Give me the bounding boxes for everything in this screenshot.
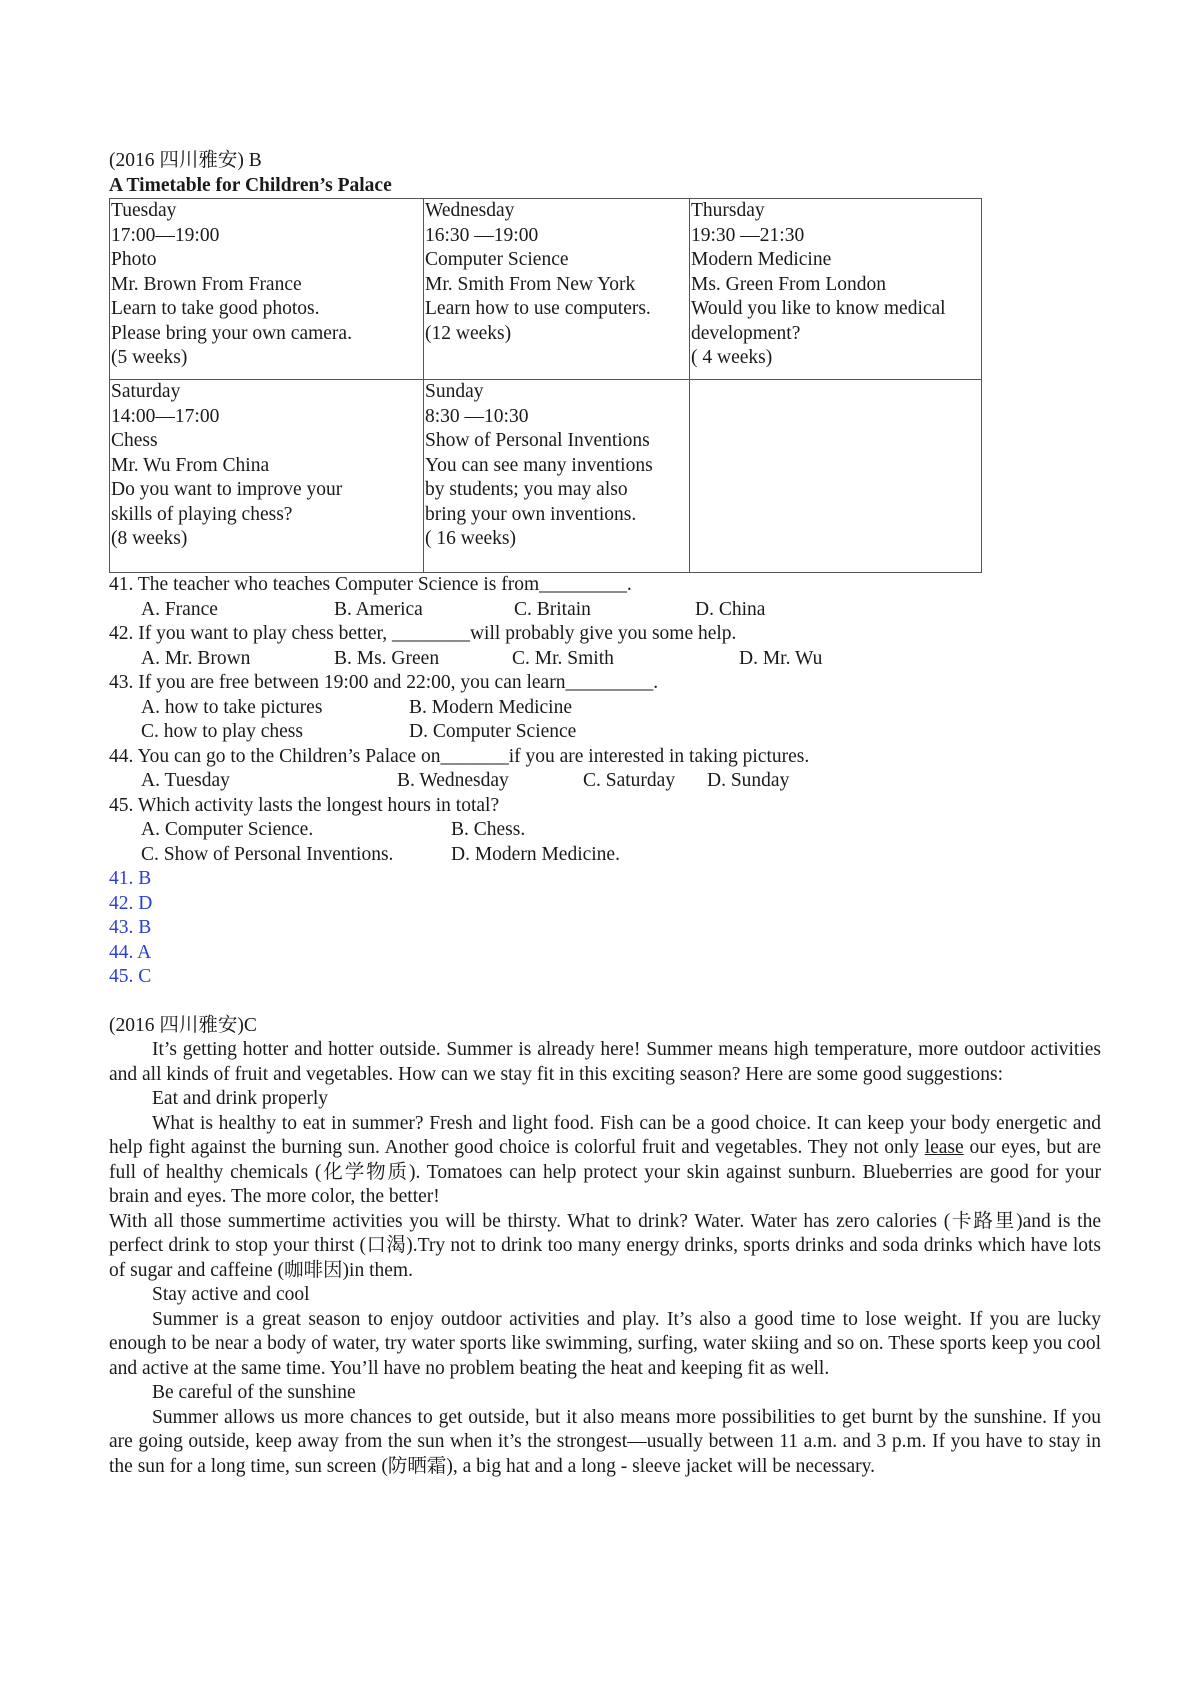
- cell-desc: by students; you may also: [425, 479, 628, 500]
- cell-teacher: Mr. Brown From France: [111, 273, 302, 295]
- cell-course: Chess: [111, 430, 158, 451]
- question-45-options-1: [109, 818, 1101, 843]
- timetable-title: A Timetable for Children’s Palace: [109, 174, 392, 196]
- cell-desc: Do you want to improve your: [111, 479, 343, 500]
- cell-time: 17:00—19:00: [111, 224, 220, 246]
- document-page: [109, 149, 1101, 1479]
- timetable-cell-saturday: [110, 380, 424, 573]
- passage-heading-sunshine: Be careful of the sunshine: [152, 1382, 356, 1403]
- option-d: D. Sunday: [707, 770, 790, 791]
- passage-heading-active: Stay active and cool: [152, 1284, 310, 1305]
- cell-day: Saturday: [111, 381, 181, 402]
- option-c: C. Saturday: [583, 770, 676, 791]
- cell-time: 14:00—17:00: [111, 405, 220, 427]
- passage-intro: It’s getting hotter and hotter outside. Summer is already here! Summer means high temperature, more outdoor activities and all kinds of fruit and vegetables. How can we stay fit in this exciting season? Here are some good suggestions:: [109, 1039, 1101, 1085]
- timetable-cell-wednesday: [424, 199, 690, 380]
- question-43: 43. If you are free between 19:00 and 22:00, you can learn_________.: [109, 672, 659, 693]
- paragraph-text: our eyes, but are full of healthy chemicals (化学物质). Tomatoes can help protect your skin against sunburn. Blueberries are good for your brain and eyes. The more color, the better!: [109, 1137, 1101, 1207]
- option-d: D. China: [695, 598, 766, 620]
- cell-day: Wednesday: [425, 200, 515, 221]
- question-43-options-2: [109, 720, 1101, 745]
- timetable: [109, 198, 982, 573]
- underlined-word: lease: [924, 1137, 964, 1158]
- option-b: B. America: [334, 598, 423, 620]
- option-c: C. Britain: [514, 598, 591, 620]
- cell-course: Show of Personal Inventions: [425, 430, 650, 451]
- option-c: C. Mr. Smith: [512, 647, 614, 669]
- cell-weeks: (8 weeks): [111, 528, 188, 549]
- answer-41: 41. B: [109, 868, 152, 889]
- cell-day: Thursday: [691, 200, 765, 221]
- question-45-options-2: [109, 843, 1101, 868]
- answer-44: 44. A: [109, 941, 152, 963]
- cell-teacher: Ms. Green From London: [691, 273, 886, 295]
- question-44-options: [109, 769, 1101, 794]
- option-c: C. Show of Personal Inventions.: [141, 843, 394, 865]
- timetable-cell-thursday: [690, 199, 982, 380]
- cell-weeks: (5 weeks): [111, 347, 188, 368]
- option-b: B. Ms. Green: [334, 647, 440, 669]
- cell-desc: skills of playing chess?: [111, 503, 293, 525]
- question-44: 44. You can go to the Children’s Palace on_______if you are interested in taking pictures.: [109, 745, 810, 767]
- cell-time: 8:30 —10:30: [425, 405, 529, 427]
- cell-time: 16:30 —19:00: [425, 224, 539, 246]
- timetable-row: [110, 380, 982, 573]
- passage-heading-eat: Eat and drink properly: [152, 1088, 328, 1109]
- option-a: A. Tuesday: [141, 770, 230, 791]
- cell-desc: bring your own inventions.: [425, 503, 637, 525]
- cell-desc: Please bring your own camera.: [111, 322, 352, 344]
- option-a: A. France: [141, 598, 218, 620]
- cell-day: Sunday: [425, 381, 484, 402]
- question-45: 45. Which activity lasts the longest hours in total?: [109, 794, 500, 816]
- answer-45: 45. C: [109, 966, 152, 987]
- cell-day: Tuesday: [111, 200, 177, 221]
- cell-desc: Learn to take good photos.: [111, 298, 320, 319]
- passage-paragraph-active: Summer is a great season to enjoy outdoor activities and play. It’s also a good time to lose weight. If you are lucky enough to be near a body of water, try water sports like swimming, surfing, water skiing and so on. These sports keep you cool and active at the same time. You’ll have no problem beating the heat and keeping fit as well.: [109, 1308, 1101, 1379]
- timetable-cell-tuesday: [110, 199, 424, 380]
- timetable-cell-sunday: [424, 380, 690, 573]
- cell-desc: development?: [691, 322, 801, 344]
- cell-course: Computer Science: [425, 249, 569, 270]
- question-41: 41. The teacher who teaches Computer Science is from_________.: [109, 574, 632, 595]
- question-41-options: [109, 598, 1101, 623]
- option-b: B. Modern Medicine: [409, 696, 573, 718]
- passage-paragraph-drink: With all those summertime activities you will be thirsty. What to drink? Water. Water has zero calories (卡路里)and is the perfect drink to stop your thirst (口渴).Try not to drink too many energy drinks, sports drinks and soda drinks which have lots of sugar and caffeine (咖啡因)in them.: [109, 1210, 1101, 1281]
- cell-teacher: You can see many inventions: [425, 454, 653, 476]
- cell-teacher: Mr. Smith From New York: [425, 273, 636, 295]
- option-d: D. Computer Science: [409, 721, 577, 742]
- question-43-options-1: [109, 696, 1101, 721]
- answer-43: 43. B: [109, 917, 152, 938]
- question-42-options: [109, 647, 1101, 672]
- cell-weeks: ( 4 weeks): [691, 347, 773, 368]
- answer-42: 42. D: [109, 892, 153, 914]
- section-c-header: (2016 四川雅安)C: [109, 1014, 257, 1036]
- cell-weeks: ( 16 weeks): [425, 528, 516, 549]
- cell-time: 19:30 —21:30: [691, 224, 805, 246]
- section-gap: [109, 990, 1101, 1014]
- option-b: B. Chess.: [451, 819, 526, 840]
- cell-weeks: (12 weeks): [425, 322, 512, 344]
- timetable-row: [110, 199, 982, 380]
- cell-teacher: Mr. Wu From China: [111, 454, 270, 476]
- cell-course: Modern Medicine: [691, 249, 832, 270]
- question-42: 42. If you want to play chess better, ________will probably give you some help.: [109, 623, 737, 644]
- option-b: B. Wednesday: [397, 770, 509, 791]
- option-a: A. how to take pictures: [141, 696, 323, 718]
- option-c: C. how to play chess: [141, 721, 303, 742]
- option-d: D. Modern Medicine.: [451, 843, 620, 865]
- paragraph-text: What is healthy to eat in summer? Fresh and light food. Fish can be a good choice. It can keep your body energetic and help fight against the burning sun. Another good choice is colorful fruit and vegetables. They not only: [109, 1112, 1101, 1158]
- section-b-header: (2016 四川雅安) B: [109, 150, 262, 171]
- passage-paragraph-food: [109, 1112, 1101, 1210]
- option-a: A. Mr. Brown: [141, 647, 251, 669]
- cell-desc: Learn how to use computers.: [425, 298, 651, 319]
- cell-desc: Would you like to know medical: [691, 298, 946, 319]
- option-d: D. Mr. Wu: [739, 647, 823, 669]
- option-a: A. Computer Science.: [141, 819, 314, 840]
- passage-paragraph-sunshine: Summer allows us more chances to get outside, but it also means more possibilities to get burnt by the sunshine. If you are going outside, keep away from the sun when it’s the strongest—usually between 11 a.m. and 3 p.m. If you have to stay in the sun for a long time, sun screen (防晒霜), a big hat and a long - sleeve jacket will be necessary.: [109, 1406, 1101, 1477]
- cell-course: Photo: [111, 249, 157, 270]
- timetable-cell-empty: [690, 380, 982, 573]
